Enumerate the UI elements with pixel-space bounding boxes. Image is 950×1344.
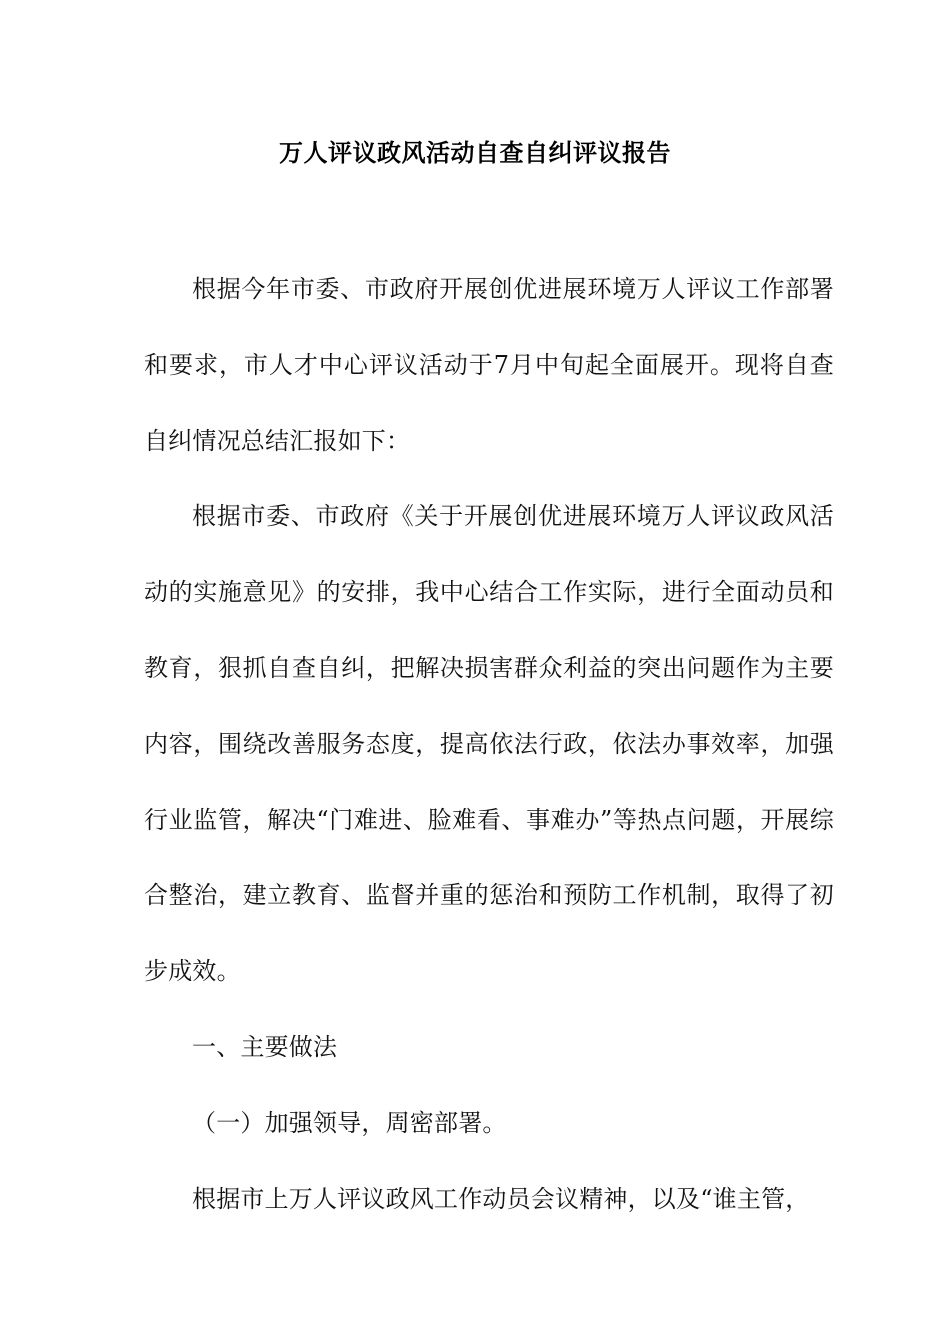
- section-heading-main-practices: 一、主要做法: [192, 1032, 338, 1061]
- paragraph-intro: 根据今年市委、市政府开展创优进展环境万人评议工作部署和要求，市人才中心评议活动于7月中旬起全面展开。现将自查自纠情况总结汇报如下：: [144, 275, 834, 455]
- subsection-heading-leadership: （一）加强领导，周密部署。: [192, 1108, 507, 1137]
- document-body: [144, 252, 834, 1237]
- document-title: 万人评议政风活动自查自纠评议报告: [279, 139, 671, 167]
- paragraph-leadership: 根据市上万人评议政风工作动员会议精神，以及“谁主管，: [192, 1184, 810, 1213]
- paragraph-overview: 根据市委、市政府《关于开展创优进展环境万人评议政风活动的实施意见》的安排，我中心结合工作实际，进行全面动员和教育，狠抓自查自纠，把解决损害群众利益的突出问题作为主要内容，围绕改善服务态度，提高依法行政，依法办事效率，加强行业监管，解决“门难进、脸难看、事难办”等热点问题，开展综合整治，建立教育、监督并重的惩治和预防工作机制，取得了初步成效。: [144, 502, 834, 986]
